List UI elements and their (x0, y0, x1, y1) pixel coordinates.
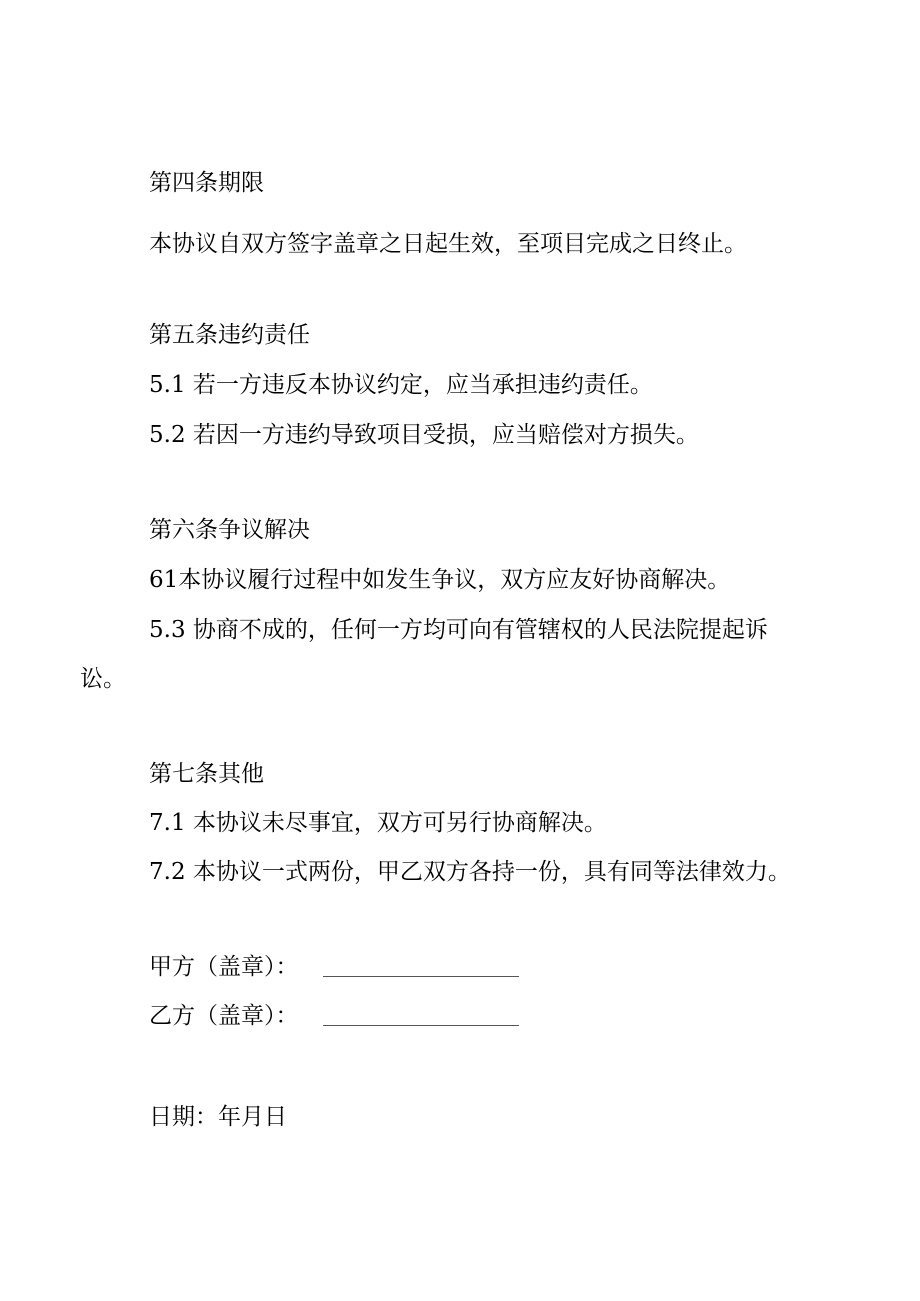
date-line: 日期：年月日 (149, 1104, 287, 1130)
party-b-seal-label: 乙方（盖章）： (149, 1003, 299, 1029)
clause-7-1: 7.1 本协议未尽事宜，双方可另行协商解决。 (149, 810, 607, 836)
clause-5-1: 5.1 若一方违反本协议约定，应当承担违约责任。 (149, 372, 653, 398)
party-a-signature-line (323, 976, 519, 977)
article-4-heading: 第四条期限 (149, 170, 264, 196)
clause-6-1: 61本协议履行过程中如发生争议，双方应友好协商解决。 (149, 567, 731, 593)
article-4-body: 本协议自双方签字盖章之日起生效，至项目完成之日终止。 (149, 231, 747, 257)
clause-7-2: 7.2 本协议一式两份，甲乙双方各持一份，具有同等法律效力。 (149, 859, 791, 885)
article-6-heading: 第六条争议解决 (149, 517, 310, 543)
clause-5-3-continuation: 讼。 (80, 666, 126, 692)
party-a-seal-label: 甲方（盖章）： (149, 954, 299, 980)
party-b-signature-line (323, 1025, 519, 1026)
clause-5-3: 5.3 协商不成的，任何一方均可向有管辖权的人民法院提起诉 (149, 617, 768, 643)
article-5-heading: 第五条违约责任 (149, 322, 310, 348)
article-7-heading: 第七条其他 (149, 761, 264, 787)
clause-5-2: 5.2 若因一方违约导致项目受损，应当赔偿对方损失。 (149, 422, 699, 448)
